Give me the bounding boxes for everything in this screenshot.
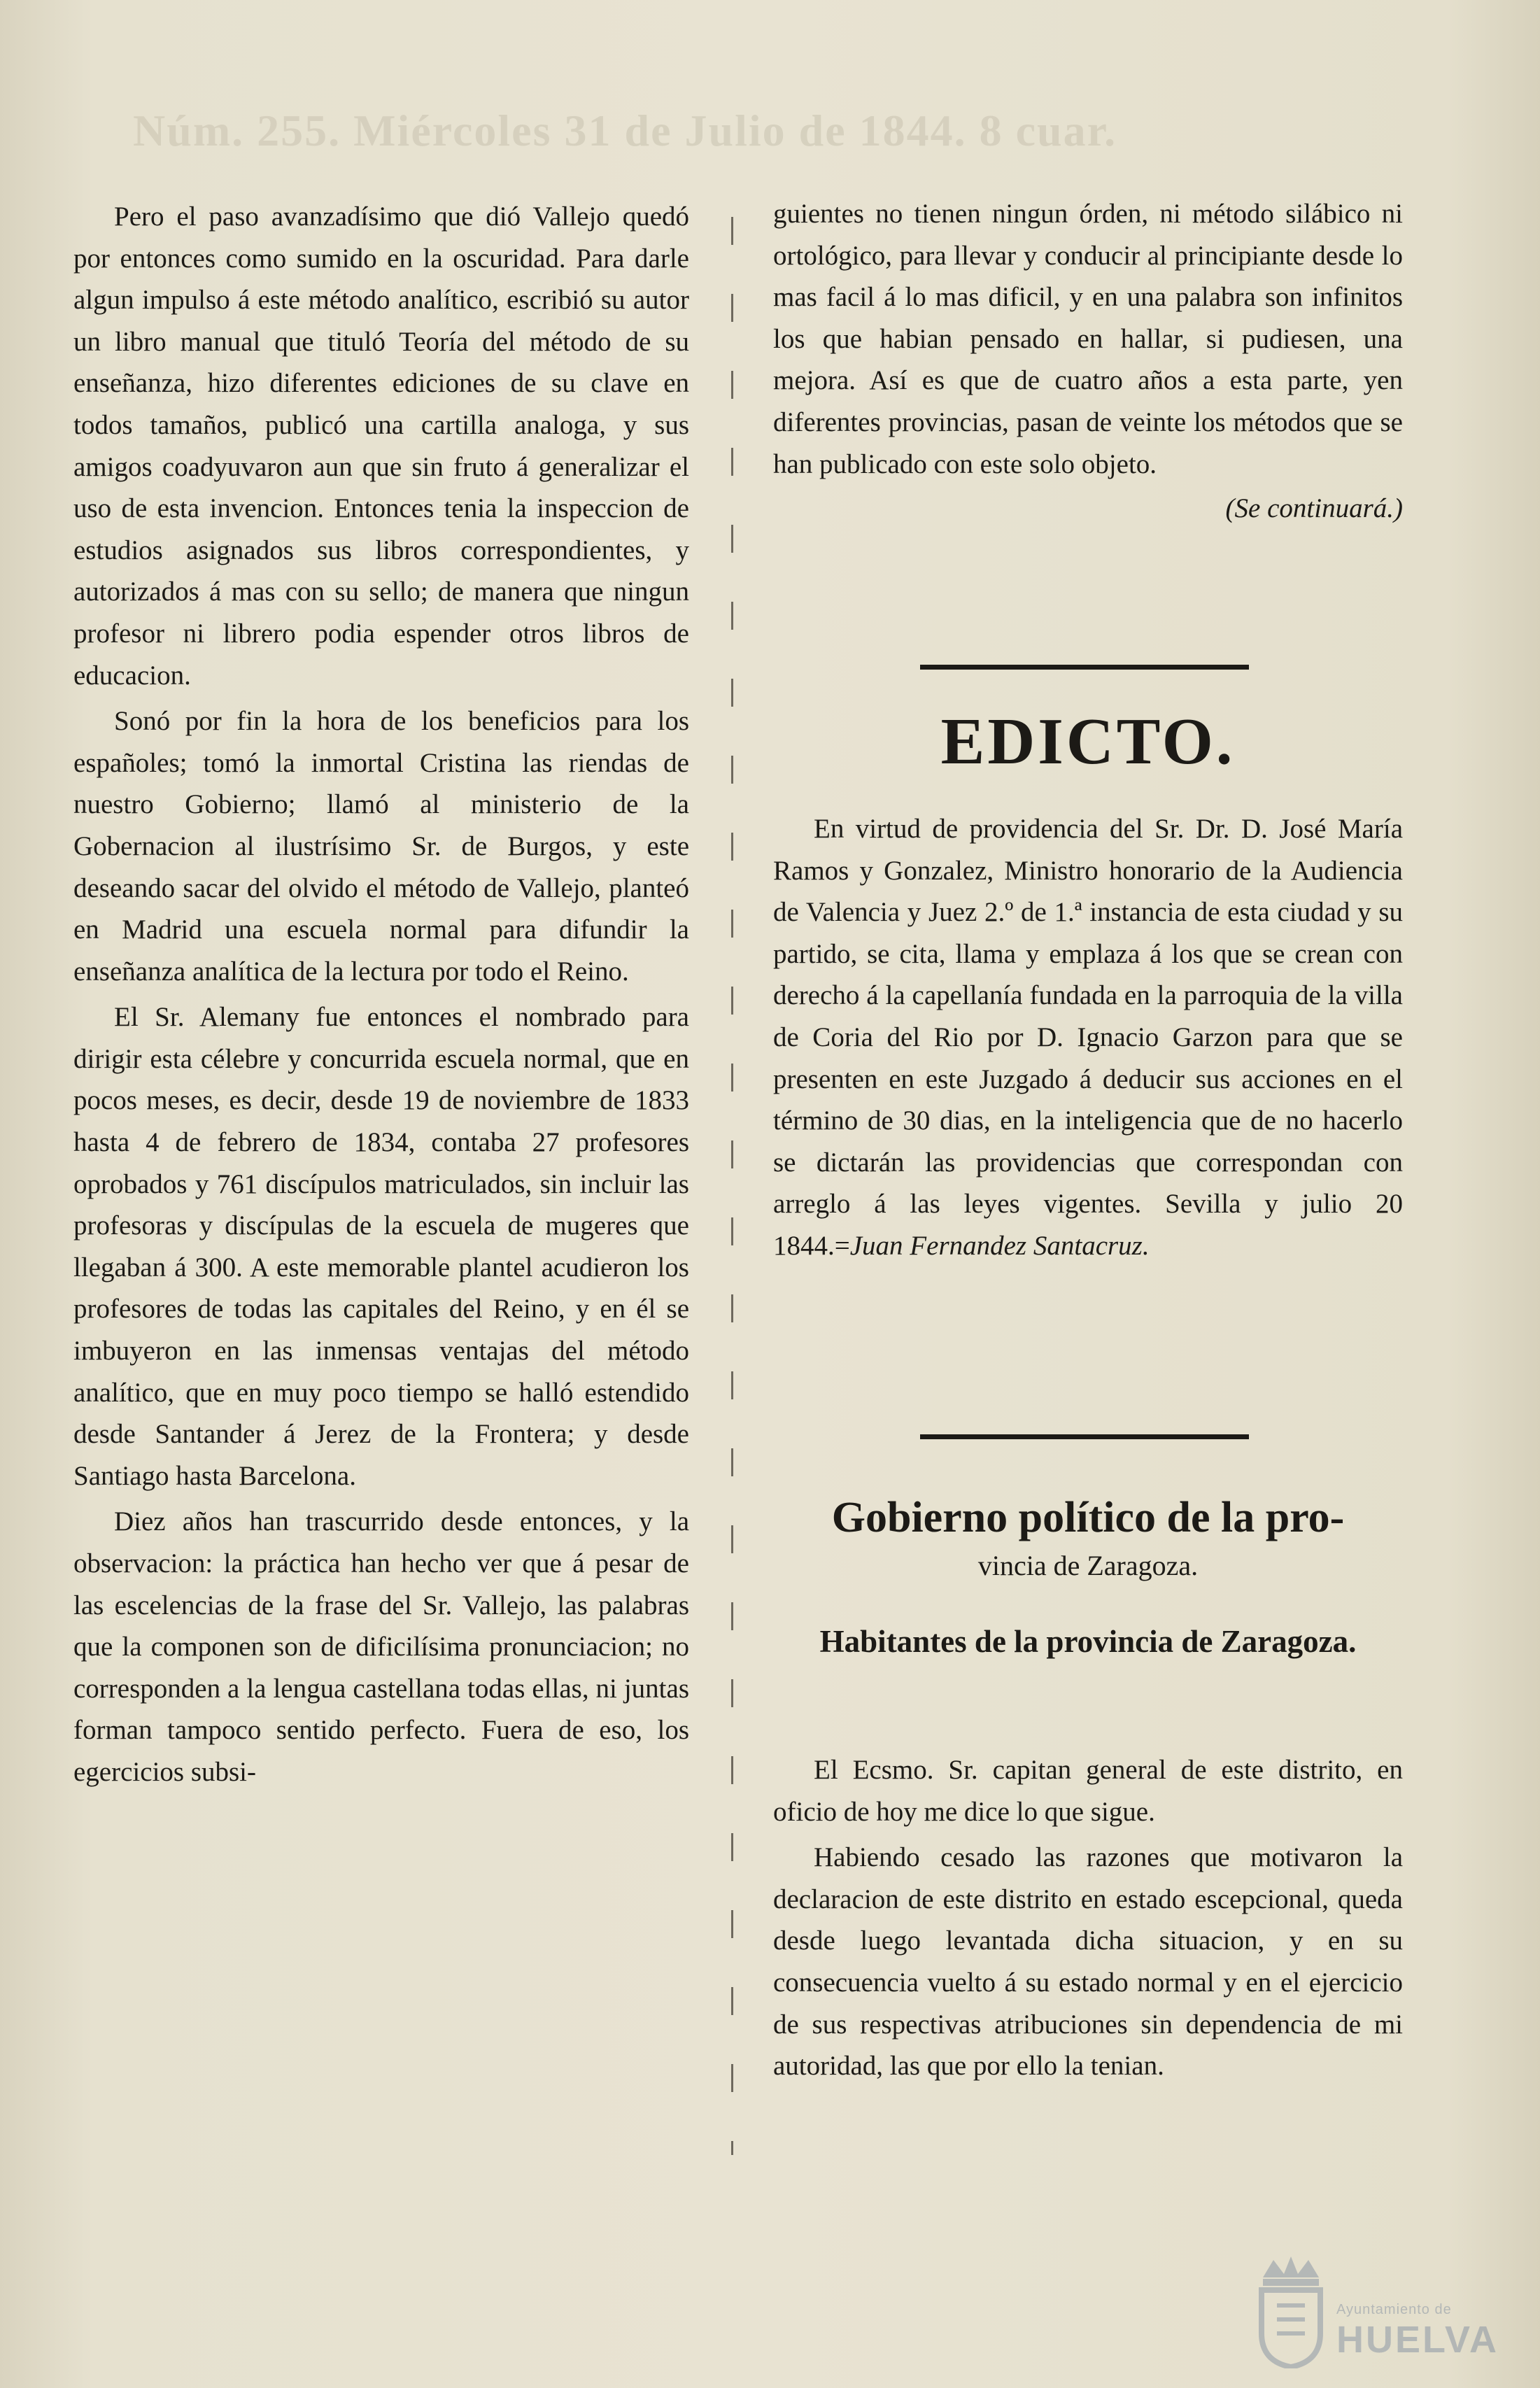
watermark-line2: HUELVA — [1336, 2319, 1499, 2361]
column-divider — [731, 217, 733, 2155]
edicto-heading: EDICTO. — [940, 705, 1236, 778]
gobierno-subheading: vincia de Zaragoza. — [977, 1550, 1199, 1581]
right-column-top — [773, 193, 1403, 530]
left-column — [73, 196, 689, 1793]
huelva-watermark — [1249, 2242, 1499, 2375]
paragraph: Diez años han trascurrido desde entonces, y la observacion: la práctica han hecho ver que á pesar de las escelencias de la frase del Sr. Vallejo, las palabras que la componen son de dificilísima pronunciacion; no corresponden a la lengua castellana todas ellas, ni juntas forman tampoco sentido perfecto. Fuera de eso, los egercicios subsi- — [73, 1506, 689, 1787]
section-rule — [920, 1434, 1249, 1439]
paragraph: Sonó por fin la hora de los beneficios para los españoles; tomó la inmortal Cristina las riendas de nuestro Gobierno; llamó al ministerio de la Gobernacion al ilustrísimo Sr. de Burgos, y este deseando sacar del olvido el método de Vallejo, planteó en Madrid una escuela normal para difundir la enseñanza analítica de la lectura por todo el Reino. — [73, 706, 689, 987]
watermark-line1: Ayuntamiento de — [1336, 2302, 1452, 2317]
section-rule — [920, 665, 1249, 670]
edicto-section — [773, 808, 1403, 1267]
crown-crest-icon — [1249, 2249, 1333, 2368]
paragraph: El Ecsmo. Sr. capitan general de este distrito, en oficio de hoy me dice lo que sigue. — [773, 1755, 1403, 1827]
paragraph: Pero el paso avanzadísimo que dió Vallejo quedó por entonces como sumido en la oscuridad. Para darle algun impulso á este método analítico, escribió su autor un libro manual que tituló Teoría del método de su enseñanza, hizo diferentes ediciones de su clave en todos tamaños, publicó una cartilla analoga, y sus amigos coadyuvaron aun que sin fruto á generalizar el uso de esta invencion. Entonces tenia la inspeccion de estudios asignados sus libros correspondientes, y autorizados á mas con su sello; de manera que ningun profesor ni librero podia espender otros libros de educacion. — [73, 202, 689, 691]
continued-paragraph: guientes no tienen ningun órden, ni método silábico ni ortológico, para llevar y conducir al principiante desde lo mas facil á lo mas dificil, y en una palabra son infinitos los que habian pensado en hallar, si pudiesen, una mejora. Así es que de cuatro años a esta parte, yen diferentes provincias, pasan de veinte los métodos que se han publicado con este solo objeto. — [773, 199, 1403, 479]
habitantes-heading: Habitantes de la provincia de Zaragoza. — [819, 1624, 1357, 1659]
paragraph: Habiendo cesado las razones que motivaron la declaracion de este distrito en estado escepcional, queda desde luego levantada dicha situacion, y en su consecuencia vuelto á su estado normal y en el ejercicio de sus respectivas atribuciones sin dependencia de mi autoridad, las que por ello la tenian. — [773, 1842, 1403, 2082]
gobierno-section — [773, 1749, 1403, 2087]
gobierno-heading: Gobierno político de la pro- — [831, 1494, 1345, 1541]
edicto-paragraph — [773, 808, 1403, 1267]
edicto-signature: Juan Fernandez Santacruz. — [849, 1230, 1150, 1261]
paragraph: El Sr. Alemany fue entonces el nombrado para dirigir esta célebre y concurrida escuela normal, que en pocos meses, es decir, desde 19 de noviembre de 1833 hasta 4 de febrero de 1834, contaba 27 profesores oprobados y 761 discípulos matriculados, sin incluir las profesoras y discípulas de la escuela de mugeres que llegaban á 300. A este memorable plantel acudieron los profesores de todas las capitales del Reino, y en él se imbuyeron en las inmensas ventajas del método analítico, que en muy poco tiempo se halló estendido desde Santander á Jerez de la Frontera; y desde Santiago hasta Barcelona. — [73, 1002, 689, 1491]
continuation-note: (Se continuará.) — [1225, 493, 1403, 524]
edicto-text: En virtud de providencia del Sr. Dr. D. José María Ramos y Gonzalez, Ministro honorario de la Audiencia de Valencia y Juez 2.º de 1.ª instancia de esta ciudad y su partido, se cita, llama y emplaza á los que se crean con derecho á la capellanía fundada en la parroquia de la villa de Coria del Rio por D. Ignacio Garzon para que se presenten en este Juzgado á deducir sus acciones en el término de 30 dias, en la inteligencia que de no hacerlo se dictarán las providencias que correspondan con arreglo á las leyes vigentes. Sevilla y julio 20 1844.= — [773, 814, 1403, 1261]
faded-header: Núm. 255. Miércoles 31 de Julio de 1844. 8 cuar. — [133, 106, 1117, 155]
